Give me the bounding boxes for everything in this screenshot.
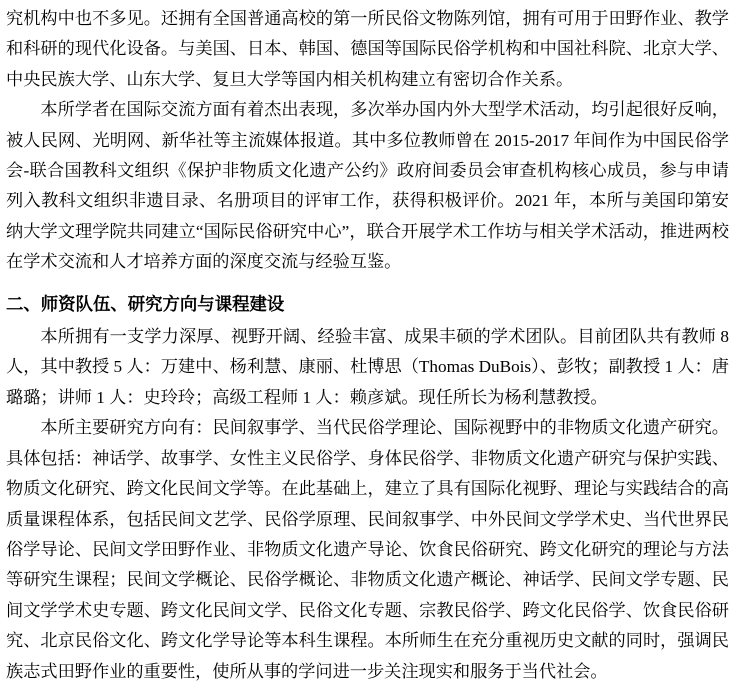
paragraph-international-exchange: 本所学者在国际交流方面有着杰出表现，多次举办国内外大型学术活动，均引起很好反响，被人民网、光明网、新华社等主流媒体报道。其中多位教师曾在 2015-2017 年间作为中国民俗学会-联合国教科文组织《保护非物质文化遗产公约》政府间委员会审查机构核心成员，参与申请列入教科文组织非遗目录、名册项目的评审工作，获得积极评价。2021 年，本所与美国印第安纳大学文理学院共同建立“国际民俗研究中心”，联合开展学术工作坊与相关学术活动，推进两校在学术交流和人才培养方面的深度交流与经验互鉴。: [6, 100, 729, 272]
paragraph-research-directions: 本所主要研究方向有：民间叙事学、当代民俗学理论、国际视野中的非物质文化遗产研究。具体包括：神话学、故事学、女性主义民俗学、身体民俗学、非物质文化遗产研究与保护实践、物质文化研究、跨文化民间文学等。在此基础上，建立了具有国际化视野、理论与实践结合的高质量课程体系，包括民间文艺学、民俗学原理、民间叙事学、中外民间文学学术史、当代世界民俗学导论、民间文学田野作业、非物质文化遗产导论、饮食民俗研究、跨文化研究的理论与方法等研究生课程；民间文学概论、民俗学概论、非物质文化遗产概论、神话学、民间文学专题、民间文学学术史专题、跨文化民间文学、民俗文化专题、宗教民俗学、跨文化民俗学、饮食民俗研究、北京民俗文化、跨文化学导论等本科生课程。本所师生在充分重视历史文献的同时，强调民族志式田野作业的重要性，使所从事的学问进一步关注现实和服务于当代社会。: [6, 418, 729, 681]
paragraph-continued: 究机构中也不多见。还拥有全国普通高校的第一所民俗文物陈列馆，拥有可用于田野作业、教学和科研的现代化设备。与美国、日本、韩国、德国等国际民俗学机构和中国社科院、北京大学、中央民族大学、山东大学、复旦大学等国内相关机构建立有密切合作关系。: [6, 9, 729, 89]
section-heading-faculty: 二、师资队伍、研究方向与课程建设: [6, 293, 285, 314]
paragraph-faculty-team: 本所拥有一支学力深厚、视野开阔、经验丰富、成果丰硕的学术团队。目前团队共有教师 8 人，其中教授 5 人：万建中、杨利慧、康丽、杜博思（Thomas DuBois）、彭牧；副教授 1 人：唐璐璐；讲师 1 人：史玲玲；高级工程师 1 人：赖彦斌。现任所长为杨利慧教授。: [6, 327, 729, 407]
